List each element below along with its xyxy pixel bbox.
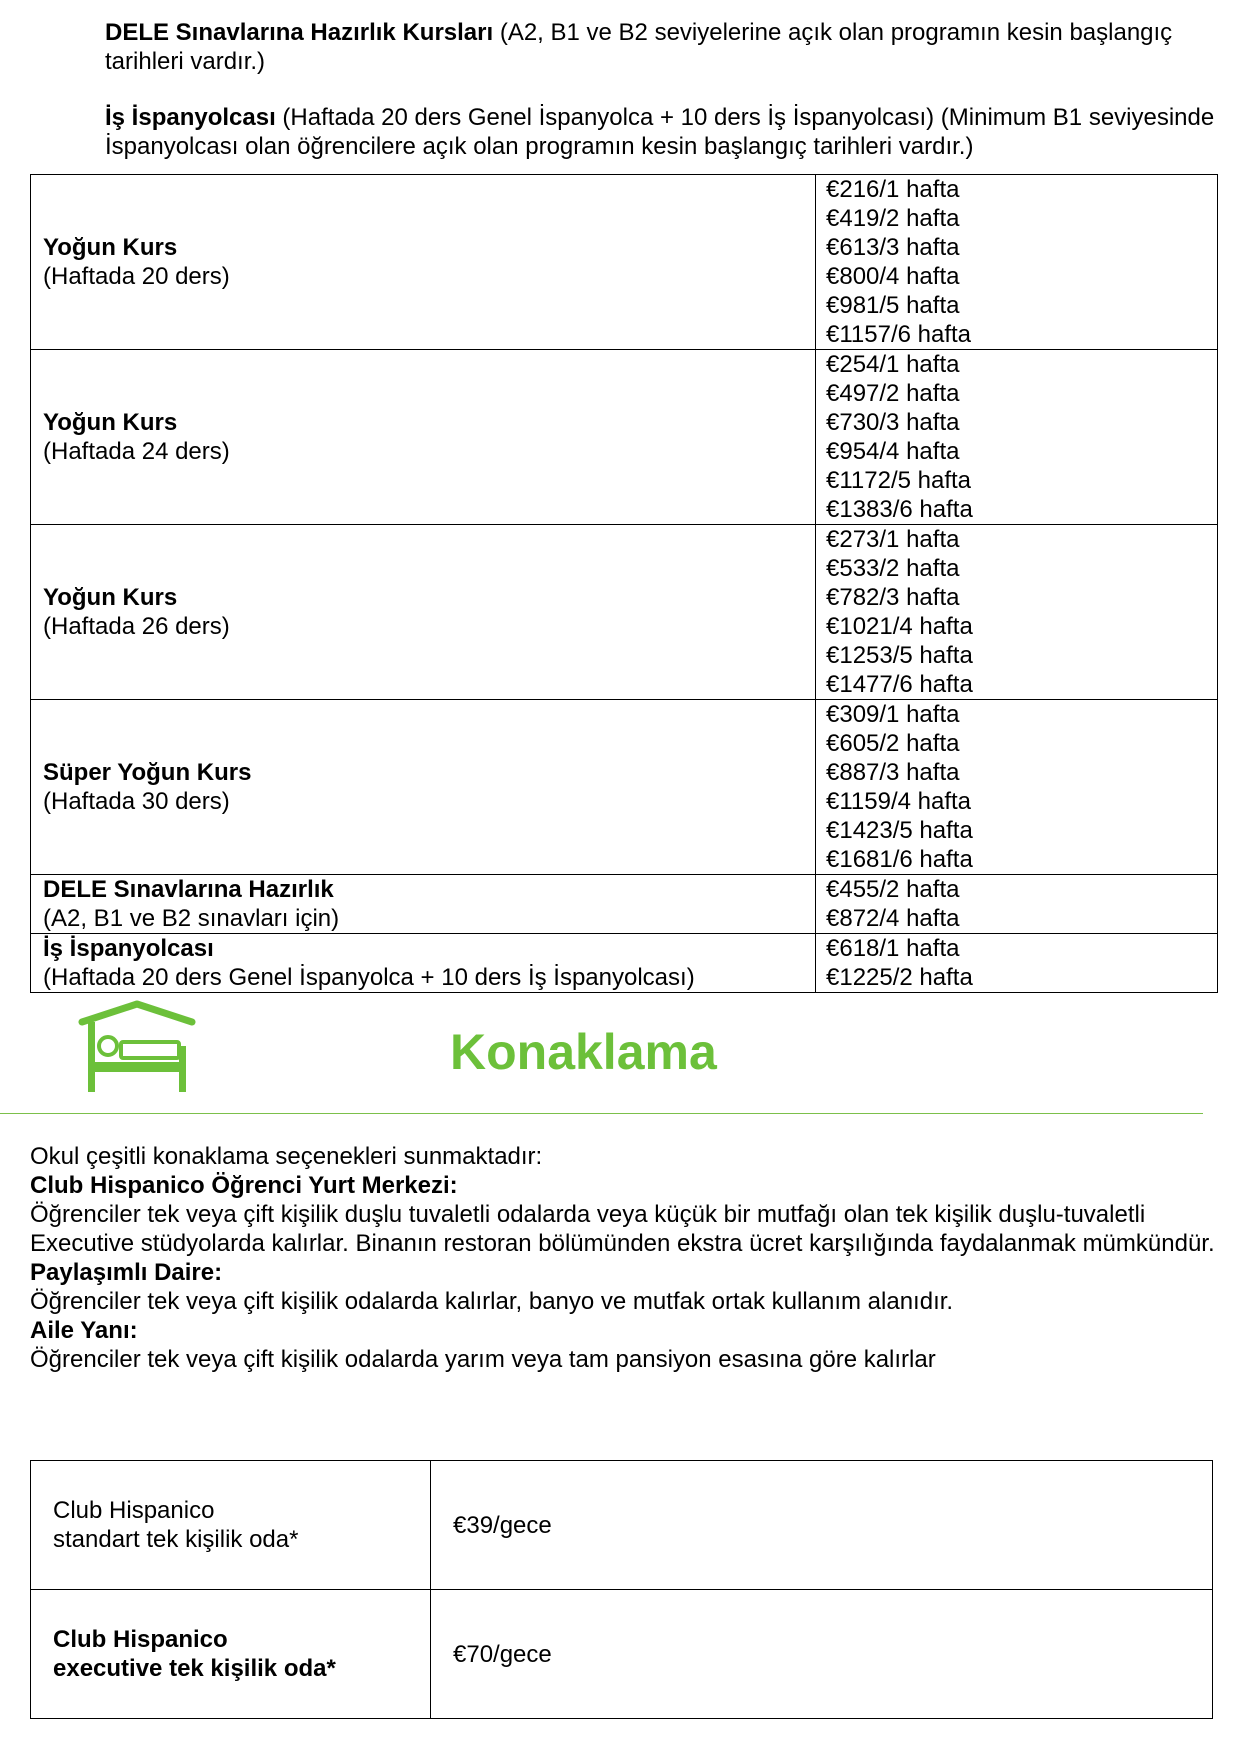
course-price: €1253/5 hafta bbox=[826, 642, 973, 669]
course-name-cell bbox=[31, 875, 816, 934]
course-name: Yoğun Kurs bbox=[43, 234, 178, 261]
course-hours: (Haftada 24 ders) bbox=[43, 438, 230, 465]
course-price: €1383/6 hafta bbox=[826, 496, 973, 523]
course-name: Yoğun Kurs bbox=[43, 409, 178, 436]
table-row bbox=[31, 175, 1218, 350]
table-row bbox=[31, 875, 1218, 934]
room-price: €70/gece bbox=[431, 1590, 1213, 1719]
course-prices-cell bbox=[816, 875, 1218, 934]
course-name-cell bbox=[31, 350, 816, 525]
table-row bbox=[31, 350, 1218, 525]
course-price: €1477/6 hafta bbox=[826, 671, 973, 698]
course-price: €605/2 hafta bbox=[826, 730, 960, 757]
course-price: €954/4 hafta bbox=[826, 438, 960, 465]
course-prices-cell bbox=[816, 525, 1218, 700]
accommodation-price-table bbox=[30, 1460, 1213, 1719]
course-name-cell bbox=[31, 525, 816, 700]
dele-intro-text: (A2, B1 ve B2 seviyelerine açık olan programın kesin başlangıç tarihleri vardır.) bbox=[105, 19, 1173, 75]
table-row bbox=[31, 934, 1218, 993]
is-intro-title: İş İspanyolcası bbox=[105, 104, 276, 131]
section-text-host-family: Öğrenciler tek veya çift kişilik odalarda yarım veya tam pansiyon esasına göre kalırlar bbox=[30, 1346, 936, 1373]
course-name: Yoğun Kurs bbox=[43, 584, 178, 611]
section-text-shared-flat: Öğrenciler tek veya çift kişilik odalarda kalırlar, banyo ve mutfak ortak kullanım alanıdır. bbox=[30, 1288, 954, 1315]
course-name-cell bbox=[31, 700, 816, 875]
course-price: €497/2 hafta bbox=[826, 380, 960, 407]
course-price: €800/4 hafta bbox=[826, 263, 960, 290]
course-price: €216/1 hafta bbox=[826, 176, 960, 203]
course-price: €1172/5 hafta bbox=[826, 467, 972, 494]
section-heading-host-family: Aile Yanı: bbox=[30, 1317, 138, 1344]
course-price: €782/3 hafta bbox=[826, 584, 960, 611]
room-name-line2: standart tek kişilik oda* bbox=[53, 1526, 299, 1553]
course-price: €455/2 hafta bbox=[826, 876, 960, 903]
course-name-cell bbox=[31, 175, 816, 350]
section-divider bbox=[0, 1113, 1203, 1114]
course-price: €618/1 hafta bbox=[826, 935, 960, 962]
table-row bbox=[31, 1590, 1213, 1719]
course-price: €872/4 hafta bbox=[826, 905, 960, 932]
course-price: €1159/4 hafta bbox=[826, 788, 972, 815]
room-name-line1: Club Hispanico bbox=[53, 1626, 228, 1653]
table-row bbox=[31, 1461, 1213, 1590]
bed-icon bbox=[78, 1000, 196, 1092]
course-price: €1021/4 hafta bbox=[826, 613, 973, 640]
course-name: Süper Yoğun Kurs bbox=[43, 759, 252, 786]
room-name-cell bbox=[31, 1461, 431, 1590]
course-prices-cell bbox=[816, 350, 1218, 525]
course-price-table bbox=[30, 174, 1218, 993]
course-price: €273/1 hafta bbox=[826, 526, 960, 553]
section-text-dorm: Öğrenciler tek veya çift kişilik duşlu tuvaletli odalarda veya küçük bir mutfağı olan tek kişilik duşlu-tuvaletli Executive stüdyolarda kalırlar. Binanın restoran bölümünden ekstra ücret karşılığında faydalanmak mümkündür. bbox=[30, 1201, 1215, 1257]
course-price: €309/1 hafta bbox=[826, 701, 960, 728]
course-name: DELE Sınavlarına Hazırlık bbox=[43, 876, 334, 903]
course-price: €1225/2 hafta bbox=[826, 964, 973, 991]
course-price: €730/3 hafta bbox=[826, 409, 960, 436]
room-name-line1: Club Hispanico bbox=[53, 1497, 215, 1524]
course-hours: (A2, B1 ve B2 sınavları için) bbox=[43, 905, 340, 932]
course-price: €1423/5 hafta bbox=[826, 817, 973, 844]
section-heading-shared-flat: Paylaşımlı Daire: bbox=[30, 1259, 223, 1286]
course-price: €419/2 hafta bbox=[826, 205, 960, 232]
course-name-cell bbox=[31, 934, 816, 993]
course-price: €887/3 hafta bbox=[826, 759, 960, 786]
dele-intro-title: DELE Sınavlarına Hazırlık Kursları bbox=[105, 19, 494, 46]
room-name-line2: executive tek kişilik oda* bbox=[53, 1655, 336, 1682]
course-price: €1681/6 hafta bbox=[826, 846, 973, 873]
course-hours: (Haftada 26 ders) bbox=[43, 613, 230, 640]
is-intro bbox=[105, 103, 1225, 161]
course-prices-cell bbox=[816, 175, 1218, 350]
accommodation-intro: Okul çeşitli konaklama seçenekleri sunmaktadır: bbox=[30, 1143, 543, 1170]
room-price: €39/gece bbox=[431, 1461, 1213, 1590]
course-price: €1157/6 hafta bbox=[826, 321, 972, 348]
section-heading-dorm: Club Hispanico Öğrenci Yurt Merkezi: bbox=[30, 1172, 458, 1199]
course-prices-cell bbox=[816, 934, 1218, 993]
course-price: €254/1 hafta bbox=[826, 351, 960, 378]
dele-intro bbox=[105, 18, 1225, 76]
accommodation-title: Konaklama bbox=[450, 1024, 717, 1080]
course-hours: (Haftada 30 ders) bbox=[43, 788, 230, 815]
course-price: €613/3 hafta bbox=[826, 234, 960, 261]
course-hours: (Haftada 20 ders Genel İspanyolca + 10 ders İş İspanyolcası) bbox=[43, 964, 695, 991]
course-price: €981/5 hafta bbox=[826, 292, 960, 319]
course-hours: (Haftada 20 ders) bbox=[43, 263, 230, 290]
table-row bbox=[31, 700, 1218, 875]
accommodation-description bbox=[30, 1142, 1220, 1374]
course-name: İş İspanyolcası bbox=[43, 935, 214, 962]
is-intro-text: (Haftada 20 ders Genel İspanyolca + 10 ders İş İspanyolcası) (Minimum B1 seviyesinde İspanyolcası olan öğrencilere açık olan programın kesin başlangıç tarihleri vardır.) bbox=[105, 104, 1215, 160]
course-price: €533/2 hafta bbox=[826, 555, 960, 582]
course-prices-cell bbox=[816, 700, 1218, 875]
room-name-cell bbox=[31, 1590, 431, 1719]
table-row bbox=[31, 525, 1218, 700]
